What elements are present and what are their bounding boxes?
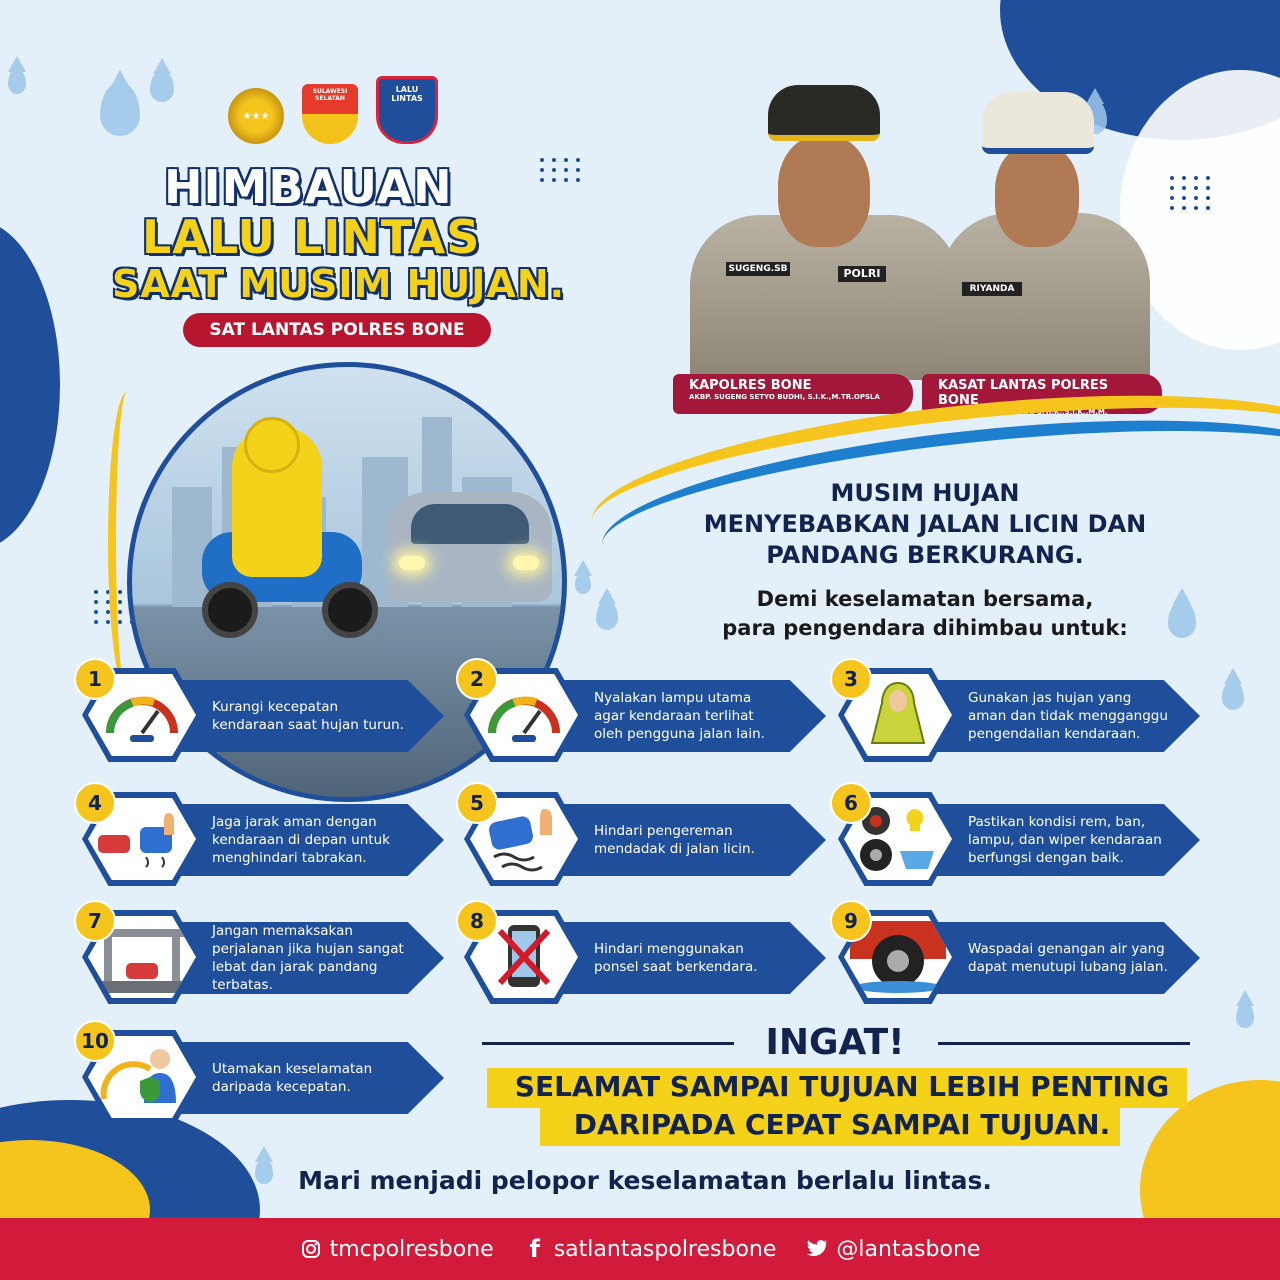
tip-card bbox=[838, 667, 1200, 756]
tip-text-line: oleh pengguna jalan lain. bbox=[594, 726, 765, 742]
divider-line bbox=[482, 1042, 734, 1045]
helmet-icon bbox=[244, 417, 300, 473]
tip-text-line: aman dan tidak mengganggu bbox=[968, 708, 1168, 724]
tip-text-line: Waspadai genangan air yang bbox=[968, 941, 1165, 957]
tip-card bbox=[464, 667, 826, 756]
tip-text-line: lampu, dan wiper kendaraan bbox=[968, 832, 1162, 848]
tip-text-line: menghindari tabrakan. bbox=[212, 850, 367, 866]
raindrop-icon bbox=[100, 82, 140, 136]
tip-text-line: kendaraan saat hujan turun. bbox=[212, 717, 404, 733]
slogan-line-1: SELAMAT SAMPAI TUJUAN LEBIH PENTING bbox=[514, 1070, 1170, 1103]
tip-text-line: Jangan memaksakan bbox=[212, 923, 353, 939]
tip-card bbox=[838, 791, 1200, 880]
tip-card bbox=[838, 909, 1200, 998]
officer-cap-icon bbox=[768, 85, 880, 141]
officer-name: AKP. RIYANDA P. UTAMA, S.Tr.K.,S.I.K.,M.M. bbox=[938, 408, 1108, 416]
tip-text-line: Utamakan keselamatan bbox=[212, 1061, 373, 1077]
twitter-handle: @lantasbone bbox=[836, 1236, 981, 1262]
raindrop-icon bbox=[1222, 680, 1244, 710]
name-tag: RIYANDA bbox=[962, 282, 1022, 296]
tip-text bbox=[212, 1042, 432, 1114]
raindrop-icon bbox=[150, 70, 174, 102]
tip-number: 8 bbox=[456, 900, 498, 942]
left-mid-blob bbox=[0, 220, 60, 550]
tip-text-line: terbatas. bbox=[212, 977, 273, 993]
raindrop-icon bbox=[1236, 1002, 1254, 1028]
tip-text-line: perjalanan jika hujan sangat bbox=[212, 941, 404, 957]
title-line-3: SAAT MUSIM HUJAN. bbox=[112, 262, 566, 306]
tip-card bbox=[464, 909, 826, 998]
tip-text-line: Gunakan jas hujan yang bbox=[968, 690, 1132, 706]
tip-text-line: Kurangi kecepatan bbox=[212, 699, 339, 715]
subtext-line: para pengendara dihimbau untuk: bbox=[722, 616, 1128, 640]
tip-number: 2 bbox=[456, 658, 498, 700]
polri-tag: POLRI bbox=[838, 266, 886, 282]
headline-line: MUSIM HUJAN bbox=[830, 479, 1020, 507]
facebook-icon: f bbox=[529, 1235, 540, 1263]
tip-text bbox=[212, 922, 432, 994]
raindrop-icon bbox=[255, 1158, 273, 1184]
tip-number: 9 bbox=[830, 900, 872, 942]
officer-role: KAPOLRES BONE bbox=[689, 378, 812, 393]
tip-card bbox=[81, 1029, 444, 1118]
slogan-line-2: DARIPADA CEPAT SAMPAI TUJUAN. bbox=[573, 1108, 1111, 1141]
tip-number: 4 bbox=[74, 782, 116, 824]
subtext-line: Demi keselamatan bersama, bbox=[756, 587, 1094, 611]
headline-line: MENYEBABKAN JALAN LICIN DAN bbox=[703, 510, 1147, 538]
title-line-1: HIMBAUAN bbox=[164, 160, 453, 214]
tip-number: 6 bbox=[830, 782, 872, 824]
tip-text-line: dapat menutupi lubang jalan. bbox=[968, 959, 1168, 975]
divider-line bbox=[938, 1042, 1190, 1045]
tip-text-line: mendadak di jalan licin. bbox=[594, 841, 755, 857]
tip-text bbox=[968, 680, 1188, 752]
tip-text-line: Hindari menggunakan bbox=[594, 941, 744, 957]
tip-text bbox=[594, 680, 814, 752]
officer-caption-kapolres bbox=[673, 374, 913, 414]
tip-text-line: Jaga jarak aman dengan bbox=[212, 814, 377, 830]
tip-text-line: Hindari pengereman bbox=[594, 823, 733, 839]
car-icon bbox=[387, 492, 552, 602]
social-footer bbox=[0, 1218, 1280, 1280]
tip-card bbox=[82, 667, 444, 756]
tip-number: 7 bbox=[74, 900, 116, 942]
tip-text bbox=[968, 804, 1188, 876]
tip-text-line: pengendalian kendaraan. bbox=[968, 726, 1141, 742]
tip-text-line: berfungsi dengan baik. bbox=[968, 850, 1124, 866]
name-tag: SUGENG.SB bbox=[726, 262, 790, 276]
tip-number: 5 bbox=[456, 782, 498, 824]
warning-subtext bbox=[610, 585, 1240, 643]
tip-text-line: agar kendaraan terlihat bbox=[594, 708, 754, 724]
unit-badge: SAT LANTAS POLRES BONE bbox=[183, 313, 491, 347]
instagram-handle: tmcpolresbone bbox=[329, 1236, 494, 1262]
officer-name: AKBP. SUGENG SETYO BUDHI, S.I.K.,M.TR.OPSLA bbox=[689, 393, 880, 401]
raindrop-icon bbox=[8, 68, 26, 94]
face bbox=[778, 135, 870, 247]
twitter-link[interactable] bbox=[806, 1237, 980, 1262]
tip-number: 10 bbox=[74, 1020, 116, 1062]
police-star-logo: ★★★ bbox=[228, 88, 284, 144]
tip-text-line: daripada kecepatan. bbox=[212, 1079, 351, 1095]
tip-text bbox=[968, 922, 1188, 994]
ingat-heading: INGAT! bbox=[765, 1022, 905, 1063]
tip-text bbox=[594, 804, 814, 876]
pelopor-text: Mari menjadi pelopor keselamatan berlalu lintas. bbox=[298, 1166, 992, 1195]
officer-kasat-photo bbox=[940, 88, 1150, 380]
tip-card bbox=[464, 791, 826, 880]
instagram-icon bbox=[300, 1238, 322, 1260]
face bbox=[995, 143, 1079, 247]
tip-text-line: Nyalakan lampu utama bbox=[594, 690, 752, 706]
tip-card bbox=[82, 791, 444, 880]
logo-row bbox=[228, 76, 438, 144]
sulsel-logo: SULAWESI SELATAN bbox=[302, 84, 358, 144]
warning-headline bbox=[610, 478, 1240, 571]
tip-text-line: lebat dan jarak pandang bbox=[212, 959, 378, 975]
raindrop-icon bbox=[575, 572, 591, 594]
tip-text-line: kendaraan di depan untuk bbox=[212, 832, 390, 848]
officer-role: KASAT LANTAS POLRES BONE bbox=[938, 378, 1109, 408]
officer-kapolres-photo bbox=[690, 80, 960, 380]
tip-text bbox=[594, 922, 814, 994]
tip-number: 3 bbox=[830, 658, 872, 700]
tip-text bbox=[212, 680, 432, 752]
headline-line: PANDANG BERKURANG. bbox=[766, 541, 1084, 569]
tip-text-line: ponsel saat berkendara. bbox=[594, 959, 758, 975]
facebook-handle: satlantaspolresbone bbox=[553, 1236, 777, 1262]
tip-text bbox=[212, 804, 432, 876]
facebook-link[interactable] bbox=[524, 1237, 777, 1262]
lantas-logo: LALU LINTAS bbox=[376, 76, 438, 144]
twitter-icon bbox=[806, 1238, 828, 1260]
instagram-link[interactable] bbox=[300, 1237, 494, 1262]
tip-text-line: Pastikan kondisi rem, ban, bbox=[968, 814, 1146, 830]
officer-cap-icon bbox=[982, 92, 1094, 154]
title-line-2: LALU LINTAS bbox=[142, 210, 481, 264]
tip-number: 1 bbox=[74, 658, 116, 700]
dot-pattern bbox=[1170, 176, 1212, 210]
dot-pattern bbox=[540, 158, 582, 182]
tip-card bbox=[82, 909, 444, 998]
